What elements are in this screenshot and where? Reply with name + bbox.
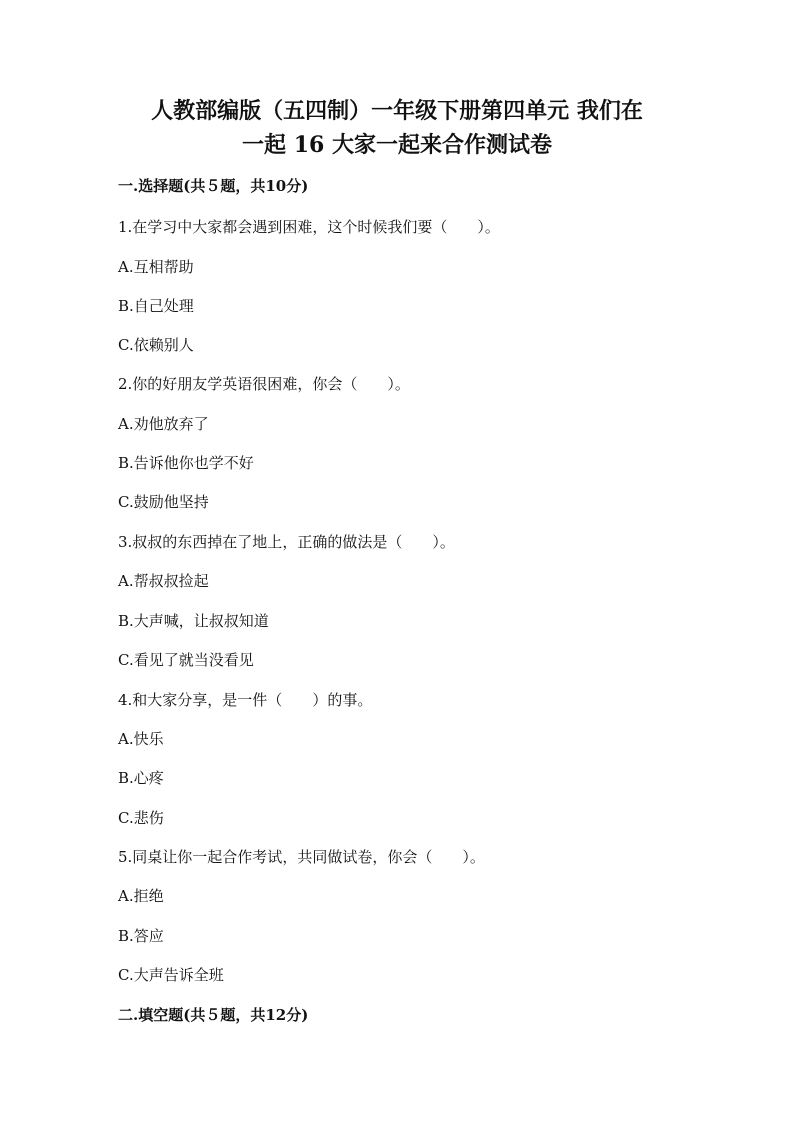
- question-5: 5.同桌让你一起合作考试，共同做试卷，你会（ ）。: [118, 848, 485, 866]
- page-title: [0, 94, 794, 162]
- question-4: 4.和大家分享，是一件（ ）的事。: [118, 691, 373, 709]
- question-2-option-b: B.告诉他你也学不好: [118, 454, 254, 472]
- question-1-option-a: A.互相帮助: [118, 258, 194, 276]
- question-1-option-c: C.依赖别人: [118, 336, 194, 354]
- question-4-option-b: B.心疼: [118, 769, 164, 787]
- question-3-option-a: A.帮叔叔捡起: [118, 572, 209, 590]
- section-heading-choice: 一.选择题(共５题，共10分): [118, 177, 309, 195]
- title-line-1: 人教部编版（五四制）一年级下册第四单元 我们在: [151, 98, 643, 124]
- question-1-option-b: B.自己处理: [118, 297, 194, 315]
- question-4-option-a: A.快乐: [118, 730, 164, 748]
- title-line-2: 一起 16 大家一起来合作测试卷: [242, 132, 552, 158]
- question-1: 1.在学习中大家都会遇到困难，这个时候我们要（ ）。: [118, 218, 500, 236]
- question-3-option-b: B.大声喊，让叔叔知道: [118, 612, 269, 630]
- question-5-option-b: B.答应: [118, 927, 164, 945]
- question-4-option-c: C.悲伤: [118, 809, 164, 827]
- question-3-option-c: C.看见了就当没看见: [118, 651, 254, 669]
- question-5-option-a: A.拒绝: [118, 887, 164, 905]
- question-5-option-c: C.大声告诉全班: [118, 966, 224, 984]
- question-2: 2.你的好朋友学英语很困难，你会（ ）。: [118, 375, 410, 393]
- question-3: 3.叔叔的东西掉在了地上，正确的做法是（ ）。: [118, 533, 455, 551]
- question-2-option-a: A.劝他放弃了: [118, 415, 209, 433]
- section-heading-fill: 二.填空题(共５题，共12分): [118, 1006, 309, 1024]
- question-2-option-c: C.鼓励他坚持: [118, 493, 209, 511]
